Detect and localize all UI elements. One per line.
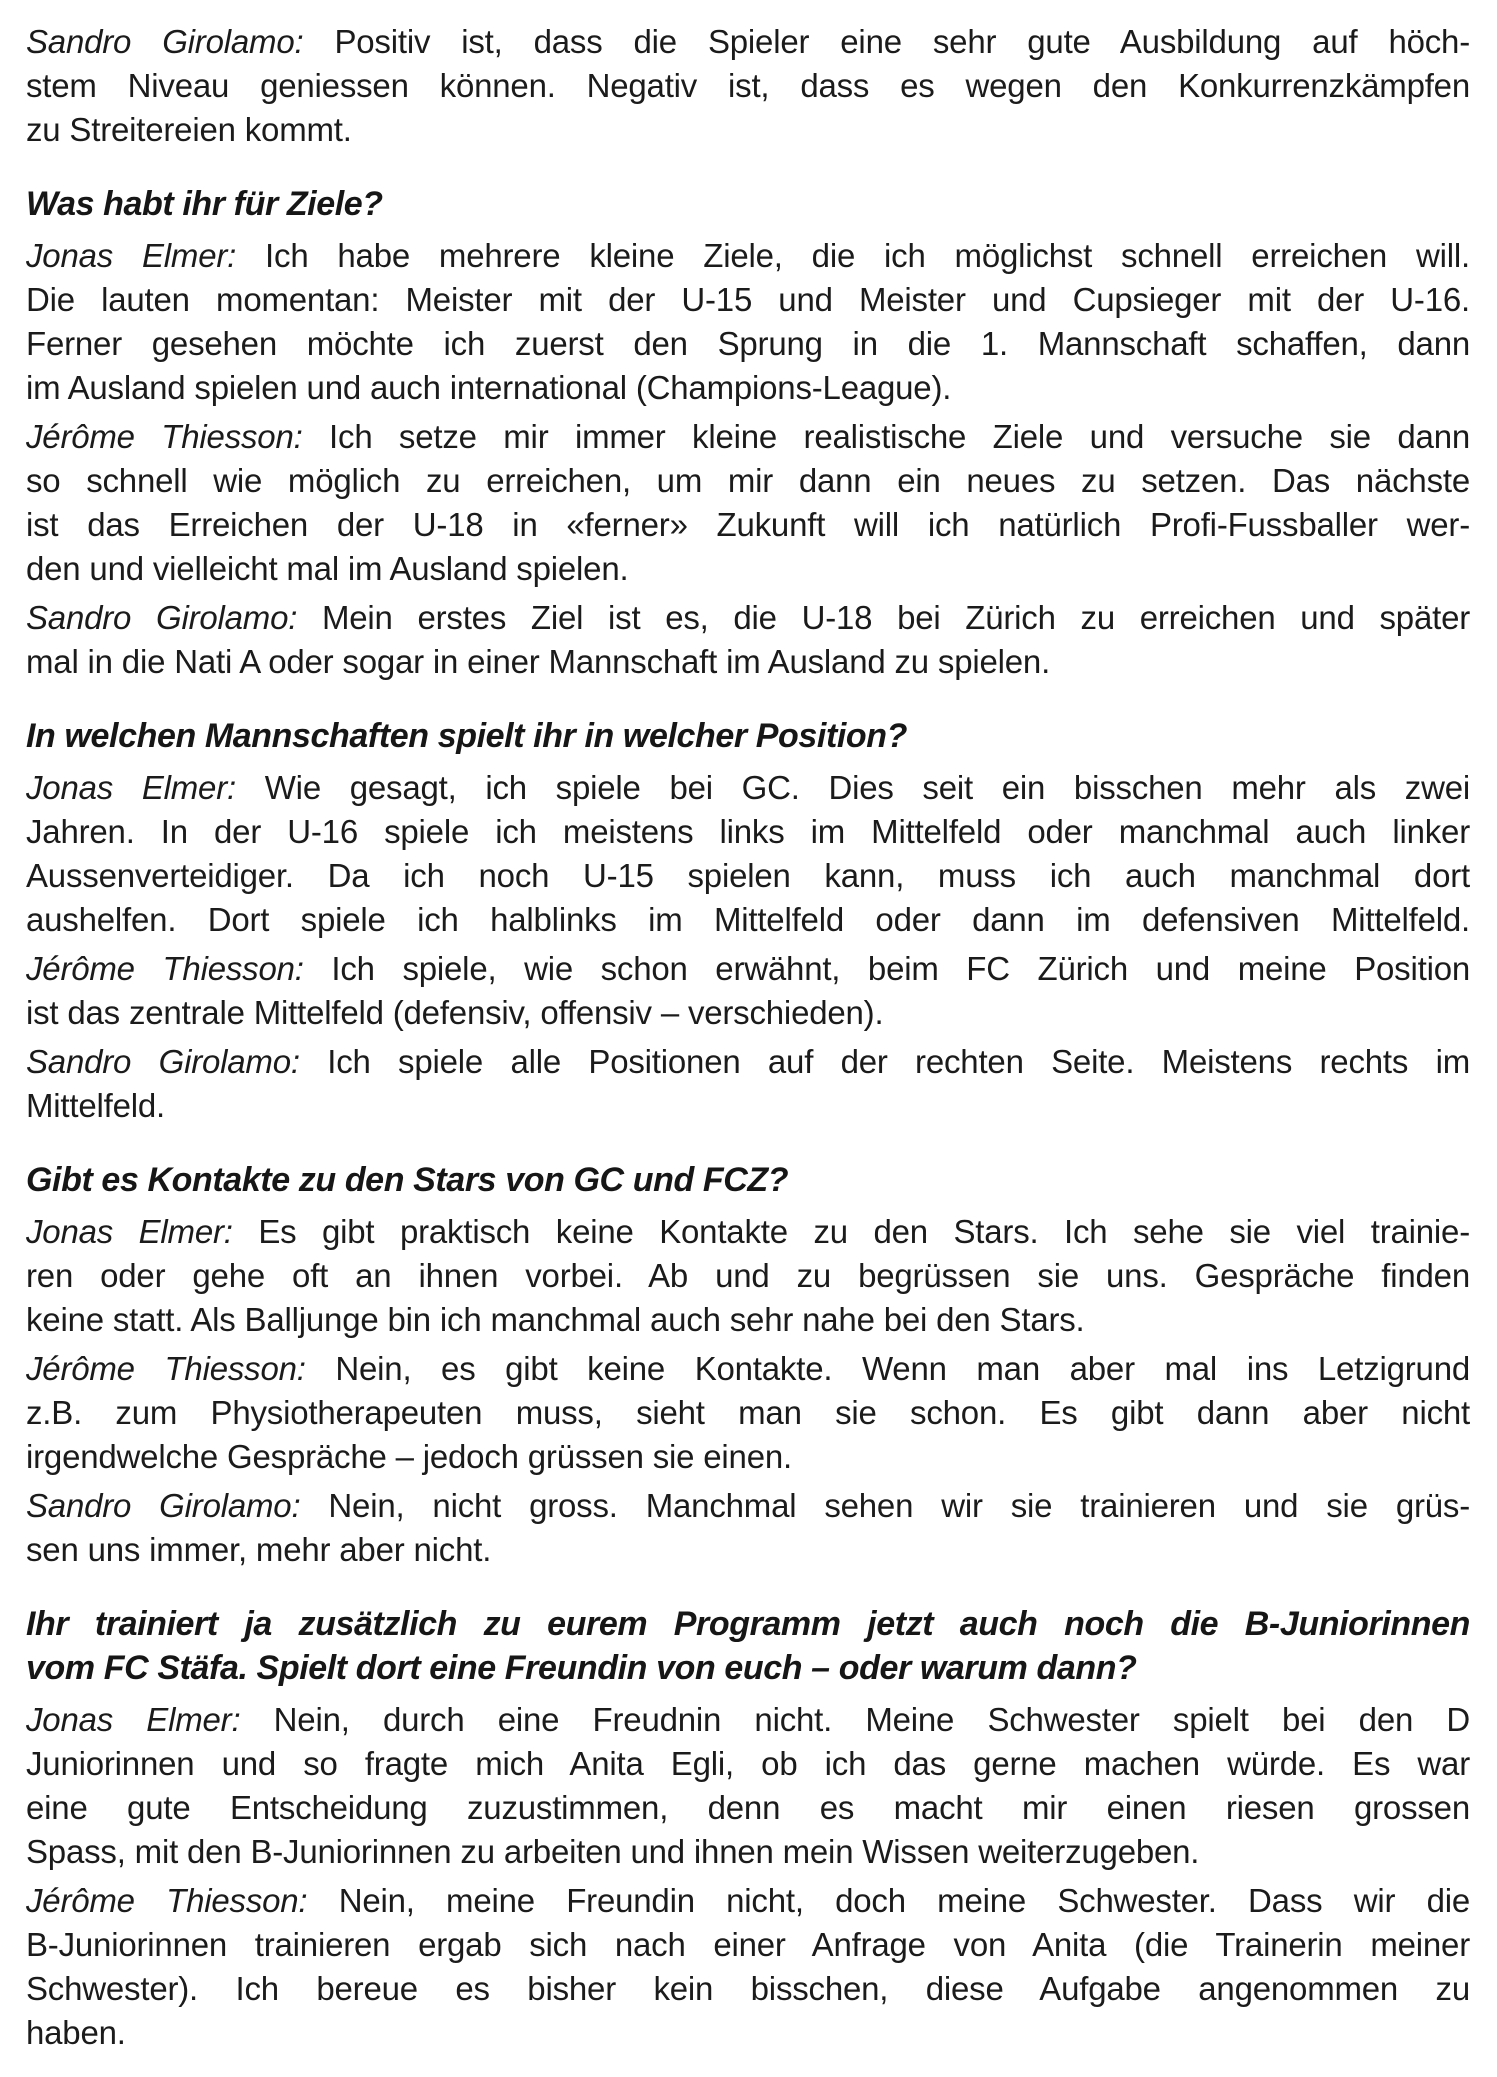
speaker-name: Sandro Girolamo: xyxy=(26,599,298,636)
text-line: ren oder gehe oft an ihnen vorbei. Ab und zu begrüssen sie uns. Gespräche finden xyxy=(26,1257,1470,1294)
text-line: haben. xyxy=(26,2014,126,2051)
paragraph xyxy=(26,1347,1470,1479)
text-line xyxy=(26,947,1470,991)
text-line: B-Juniorinnen trainieren ergab sich nach einer Anfrage von Anita (die Trainerin meiner xyxy=(26,1926,1470,1963)
text-line xyxy=(26,1484,1470,1528)
paragraph xyxy=(26,415,1470,591)
text-line xyxy=(26,766,1470,810)
section-heading xyxy=(26,1158,1470,1202)
text-line xyxy=(26,1698,1470,1742)
text-line xyxy=(26,415,1470,459)
speaker-name: Jérôme Thiesson: xyxy=(26,1350,306,1387)
paragraph xyxy=(26,1210,1470,1342)
text-line: Spass, mit den B-Juniorinnen zu arbeiten und ihnen mein Wissen weiterzugeben. xyxy=(26,1833,1200,1870)
paragraph xyxy=(26,1040,1470,1128)
text-line: im Ausland spielen und auch international (Champions-League). xyxy=(26,369,952,406)
paragraph xyxy=(26,947,1470,1035)
line-text: Es gibt praktisch keine Kontakte zu den Stars. Ich sehe sie viel trainie- xyxy=(258,1213,1470,1250)
speaker-name: Jérôme Thiesson: xyxy=(26,1882,308,1919)
paragraph xyxy=(26,596,1470,684)
text-line: Aussenverteidiger. Da ich noch U-15 spielen kann, muss ich auch manchmal dort xyxy=(26,857,1470,894)
speaker-name: Jérôme Thiesson: xyxy=(26,950,304,987)
text-line: stem Niveau geniessen können. Negativ ist, dass es wegen den Konkurrenzkämpfen xyxy=(26,67,1470,104)
section-heading xyxy=(26,714,1470,758)
paragraph xyxy=(26,20,1470,152)
text-line xyxy=(26,1210,1470,1254)
line-text: Nein, meine Freundin nicht, doch meine Schwester. Dass wir die xyxy=(338,1882,1470,1919)
text-line: zu Streitereien kommt. xyxy=(26,111,352,148)
text-line: Juniorinnen und so fragte mich Anita Egli, ob ich das gerne machen würde. Es war xyxy=(26,1745,1470,1782)
line-text: Ich spiele alle Positionen auf der rechten Seite. Meistens rechts im xyxy=(327,1043,1470,1080)
text-line: aushelfen. Dort spiele ich halblinks im Mittelfeld oder dann im defensiven Mittelfeld. xyxy=(26,901,1470,938)
heading-line: In welchen Mannschaften spielt ihr in welcher Position? xyxy=(26,717,908,755)
speaker-name: Sandro Girolamo: xyxy=(26,1043,300,1080)
text-line xyxy=(26,1879,1470,1923)
text-line xyxy=(26,20,1470,64)
text-line xyxy=(26,1040,1470,1084)
text-line: z.B. zum Physiotherapeuten muss, sieht man sie schon. Es gibt dann aber nicht xyxy=(26,1394,1470,1431)
paragraph xyxy=(26,766,1470,942)
text-line xyxy=(26,234,1470,278)
line-text: Ich spiele, wie schon erwähnt, beim FC Zürich und meine Position xyxy=(331,950,1470,987)
line-text: Mein erstes Ziel ist es, die U-18 bei Zürich zu erreichen und später xyxy=(321,599,1470,636)
paragraph xyxy=(26,234,1470,410)
heading-line: Ihr trainiert ja zusätzlich zu eurem Programm jetzt auch noch die B-Juniorinnen xyxy=(26,1605,1470,1643)
line-text: Nein, durch eine Freudnin nicht. Meine Schwester spielt bei den D xyxy=(273,1701,1470,1738)
text-line: Schwester). Ich bereue es bisher kein bisschen, diese Aufgabe angenommen zu xyxy=(26,1970,1470,2007)
speaker-name: Jérôme Thiesson: xyxy=(26,418,303,455)
text-line: sen uns immer, mehr aber nicht. xyxy=(26,1531,492,1568)
text-line: Ferner gesehen möchte ich zuerst den Sprung in die 1. Mannschaft schaffen, dann xyxy=(26,325,1470,362)
text-line: den und vielleicht mal im Ausland spielen. xyxy=(26,550,629,587)
text-line: Die lauten momentan: Meister mit der U-15 und Meister und Cupsieger mit der U-16. xyxy=(26,281,1470,318)
speaker-name: Jonas Elmer: xyxy=(26,769,236,806)
line-text: Ich setze mir immer kleine realistische Ziele und versuche sie dann xyxy=(329,418,1470,455)
line-text: Positiv ist, dass die Spieler eine sehr gute Ausbildung auf höch- xyxy=(334,23,1470,60)
text-line: keine statt. Als Balljunge bin ich manchmal auch sehr nahe bei den Stars. xyxy=(26,1301,1085,1338)
speaker-name: Jonas Elmer: xyxy=(26,1701,241,1738)
heading-line: Was habt ihr für Ziele? xyxy=(26,185,383,223)
line-text: Nein, nicht gross. Manchmal sehen wir sie trainieren und sie grüs- xyxy=(328,1487,1470,1524)
speaker-name: Jonas Elmer: xyxy=(26,237,237,274)
speaker-name: Jonas Elmer: xyxy=(26,1213,233,1250)
speaker-name: Sandro Girolamo: xyxy=(26,1487,301,1524)
text-line: Jahren. In der U-16 spiele ich meistens links im Mittelfeld oder manchmal auch linker xyxy=(26,813,1470,850)
text-line: ist das zentrale Mittelfeld (defensiv, offensiv – verschieden). xyxy=(26,994,884,1031)
text-line: eine gute Entscheidung zuzustimmen, denn es macht mir einen riesen grossen xyxy=(26,1789,1470,1826)
paragraph xyxy=(26,1698,1470,1874)
line-text: Ich habe mehrere kleine Ziele, die ich möglichst schnell erreichen will. xyxy=(265,237,1470,274)
paragraph xyxy=(26,1484,1470,1572)
text-line: mal in die Nati A oder sogar in einer Mannschaft im Ausland zu spielen. xyxy=(26,643,1051,680)
line-text: Nein, es gibt keine Kontakte. Wenn man aber mal ins Letzigrund xyxy=(335,1350,1470,1387)
heading-line: Gibt es Kontakte zu den Stars von GC und FCZ? xyxy=(26,1161,789,1199)
section-heading xyxy=(26,1602,1470,1690)
text-line: so schnell wie möglich zu erreichen, um mir dann ein neues zu setzen. Das nächste xyxy=(26,462,1470,499)
speaker-name: Sandro Girolamo: xyxy=(26,23,304,60)
text-line: irgendwelche Gespräche – jedoch grüssen sie einen. xyxy=(26,1438,792,1475)
line-text: Wie gesagt, ich spiele bei GC. Dies seit ein bisschen mehr als zwei xyxy=(264,769,1470,806)
text-line xyxy=(26,1347,1470,1391)
paragraph xyxy=(26,1879,1470,2055)
text-line: ist das Erreichen der U-18 in «ferner» Zukunft will ich natürlich Profi-Fussballer wer- xyxy=(26,506,1470,543)
section-heading xyxy=(26,182,1470,226)
text-line: Mittelfeld. xyxy=(26,1087,166,1124)
text-line xyxy=(26,596,1470,640)
heading-line: vom FC Stäfa. Spielt dort eine Freundin von euch – oder warum dann? xyxy=(26,1649,1137,1687)
